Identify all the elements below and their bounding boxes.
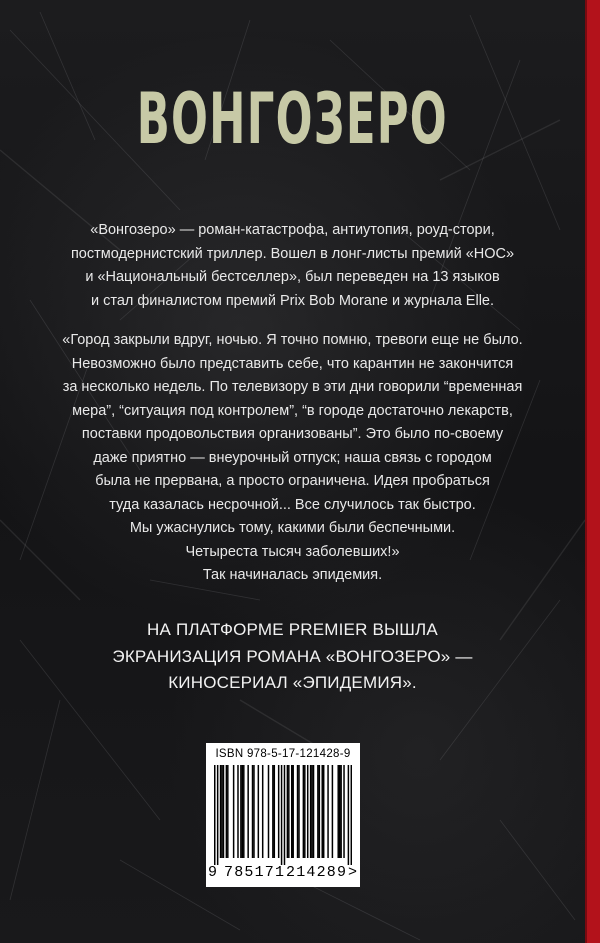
- isbn-barcode: [206, 743, 360, 887]
- quote-line: Так начиналась эпидемия.: [202, 567, 383, 583]
- barcode-bar: [217, 765, 219, 865]
- barcode-bar: [292, 765, 294, 858]
- barcode-bar: [319, 765, 321, 858]
- barcode-bar: [252, 765, 254, 858]
- book-title: ВОНГОЗЕРО: [136, 78, 448, 160]
- barcode-bar: [237, 765, 239, 858]
- barcode-bar: [291, 765, 293, 858]
- barcode-bar: [268, 765, 270, 858]
- barcode-bar: [281, 765, 283, 865]
- barcode-bar: [311, 765, 313, 858]
- barcode-bar: [226, 765, 228, 858]
- barcode-bar: [310, 765, 312, 858]
- platform-line: НА ПЛАТФОРМЕ PREMIER ВЫШЛА: [147, 620, 438, 639]
- intro-line: и стал финалистом премий Prix Bob Morane и журнала Elle.: [90, 292, 495, 309]
- intro-line: постмодернистский триллер. Вошел в лонг-листы премий «НОС»: [70, 245, 515, 262]
- quote-line: Невозможно было представить себе, что карантин не закончится: [71, 355, 514, 372]
- barcode-bar: [284, 765, 286, 865]
- barcode-bar: [240, 765, 242, 858]
- barcode-bar: [274, 765, 276, 858]
- quote-line: за несколько недель. По телевизору в эти дни говорили “временная: [62, 379, 523, 395]
- intro-line: и «Национальный бестселлер», был переведен на 13 языков: [85, 269, 500, 285]
- barcode-bar: [337, 765, 339, 858]
- barcode-bar: [262, 765, 264, 858]
- barcode-bar: [247, 765, 249, 858]
- barcode-bar: [307, 765, 309, 858]
- isbn-digits-right: 214289: [286, 864, 348, 881]
- isbn-label: ISBN 978-5-17-121428-9: [215, 748, 351, 760]
- barcode-bar: [223, 765, 225, 858]
- barcode-bar: [339, 765, 341, 858]
- quote-line: была не прервана, а просто ограничена. Идея пробраться: [95, 473, 490, 489]
- barcode-bar: [343, 765, 345, 858]
- barcode-bar: [258, 765, 260, 858]
- barcode-bar: [242, 765, 244, 858]
- intro-paragraph: [0, 219, 585, 313]
- quote-line: Четыреста тысяч заболевших!»: [185, 543, 400, 560]
- barcode-bar: [351, 765, 352, 865]
- barcode-bar: [253, 765, 255, 858]
- barcode-bar: [317, 765, 319, 858]
- barcode-bar: [340, 765, 342, 858]
- barcode-bar: [243, 765, 245, 858]
- barcode-bar: [288, 765, 290, 858]
- barcode-bar: [327, 765, 329, 858]
- barcode-bar: [332, 765, 334, 858]
- barcode-bar: [221, 765, 223, 858]
- barcode-bar: [214, 765, 216, 865]
- platform-line: ЭКРАНИЗАЦИЯ РОМАНА «ВОНГОЗЕРО» —: [112, 646, 473, 666]
- barcode-bar: [272, 765, 274, 858]
- red-edge-band: [585, 0, 600, 943]
- isbn-digits-left: 785171: [224, 864, 286, 881]
- quote-paragraph: [0, 329, 585, 588]
- barcode-bar: [297, 765, 299, 858]
- platform-line: КИНОСЕРИАЛ «ЭПИДЕМИЯ».: [168, 673, 417, 692]
- quote-line: поставки продовольствия организованы”. Это было по-своему: [81, 426, 504, 442]
- barcode-bar: [227, 765, 229, 858]
- barcode-bar: [287, 765, 289, 858]
- barcode-bars: [214, 765, 352, 865]
- platform-announcement: [0, 617, 585, 697]
- quote-line: даже приятно — внеурочный отпуск; наша связь с городом: [93, 449, 492, 466]
- quote-line: Мы ужаснулись тому, какими были беспечными.: [129, 520, 456, 536]
- quote-line: мера”, “ситуация под контролем”, “в городе достаточно лекарств,: [72, 402, 513, 419]
- barcode-bar: [303, 765, 305, 858]
- barcode-bar: [304, 765, 306, 858]
- barcode-bar: [323, 765, 325, 858]
- isbn-end-mark: >: [348, 864, 358, 881]
- isbn-digit-first: 9: [208, 864, 218, 881]
- barcode-bar: [220, 765, 222, 858]
- barcode-bar: [298, 765, 300, 858]
- quote-line: «Город закрыли вдруг, ночью. Я точно помню, тревоги еще не было.: [62, 332, 523, 348]
- barcode-bar: [233, 765, 235, 858]
- barcode-bar: [321, 765, 323, 858]
- intro-line: «Вонгозеро» — роман-катастрофа, антиутопия, роуд-стори,: [90, 222, 495, 238]
- barcode-bar: [348, 765, 350, 865]
- barcode-bar: [313, 765, 315, 858]
- barcode-bar: [278, 765, 280, 858]
- quote-line: туда казалась несрочной... Все случилось так быстро.: [109, 496, 476, 513]
